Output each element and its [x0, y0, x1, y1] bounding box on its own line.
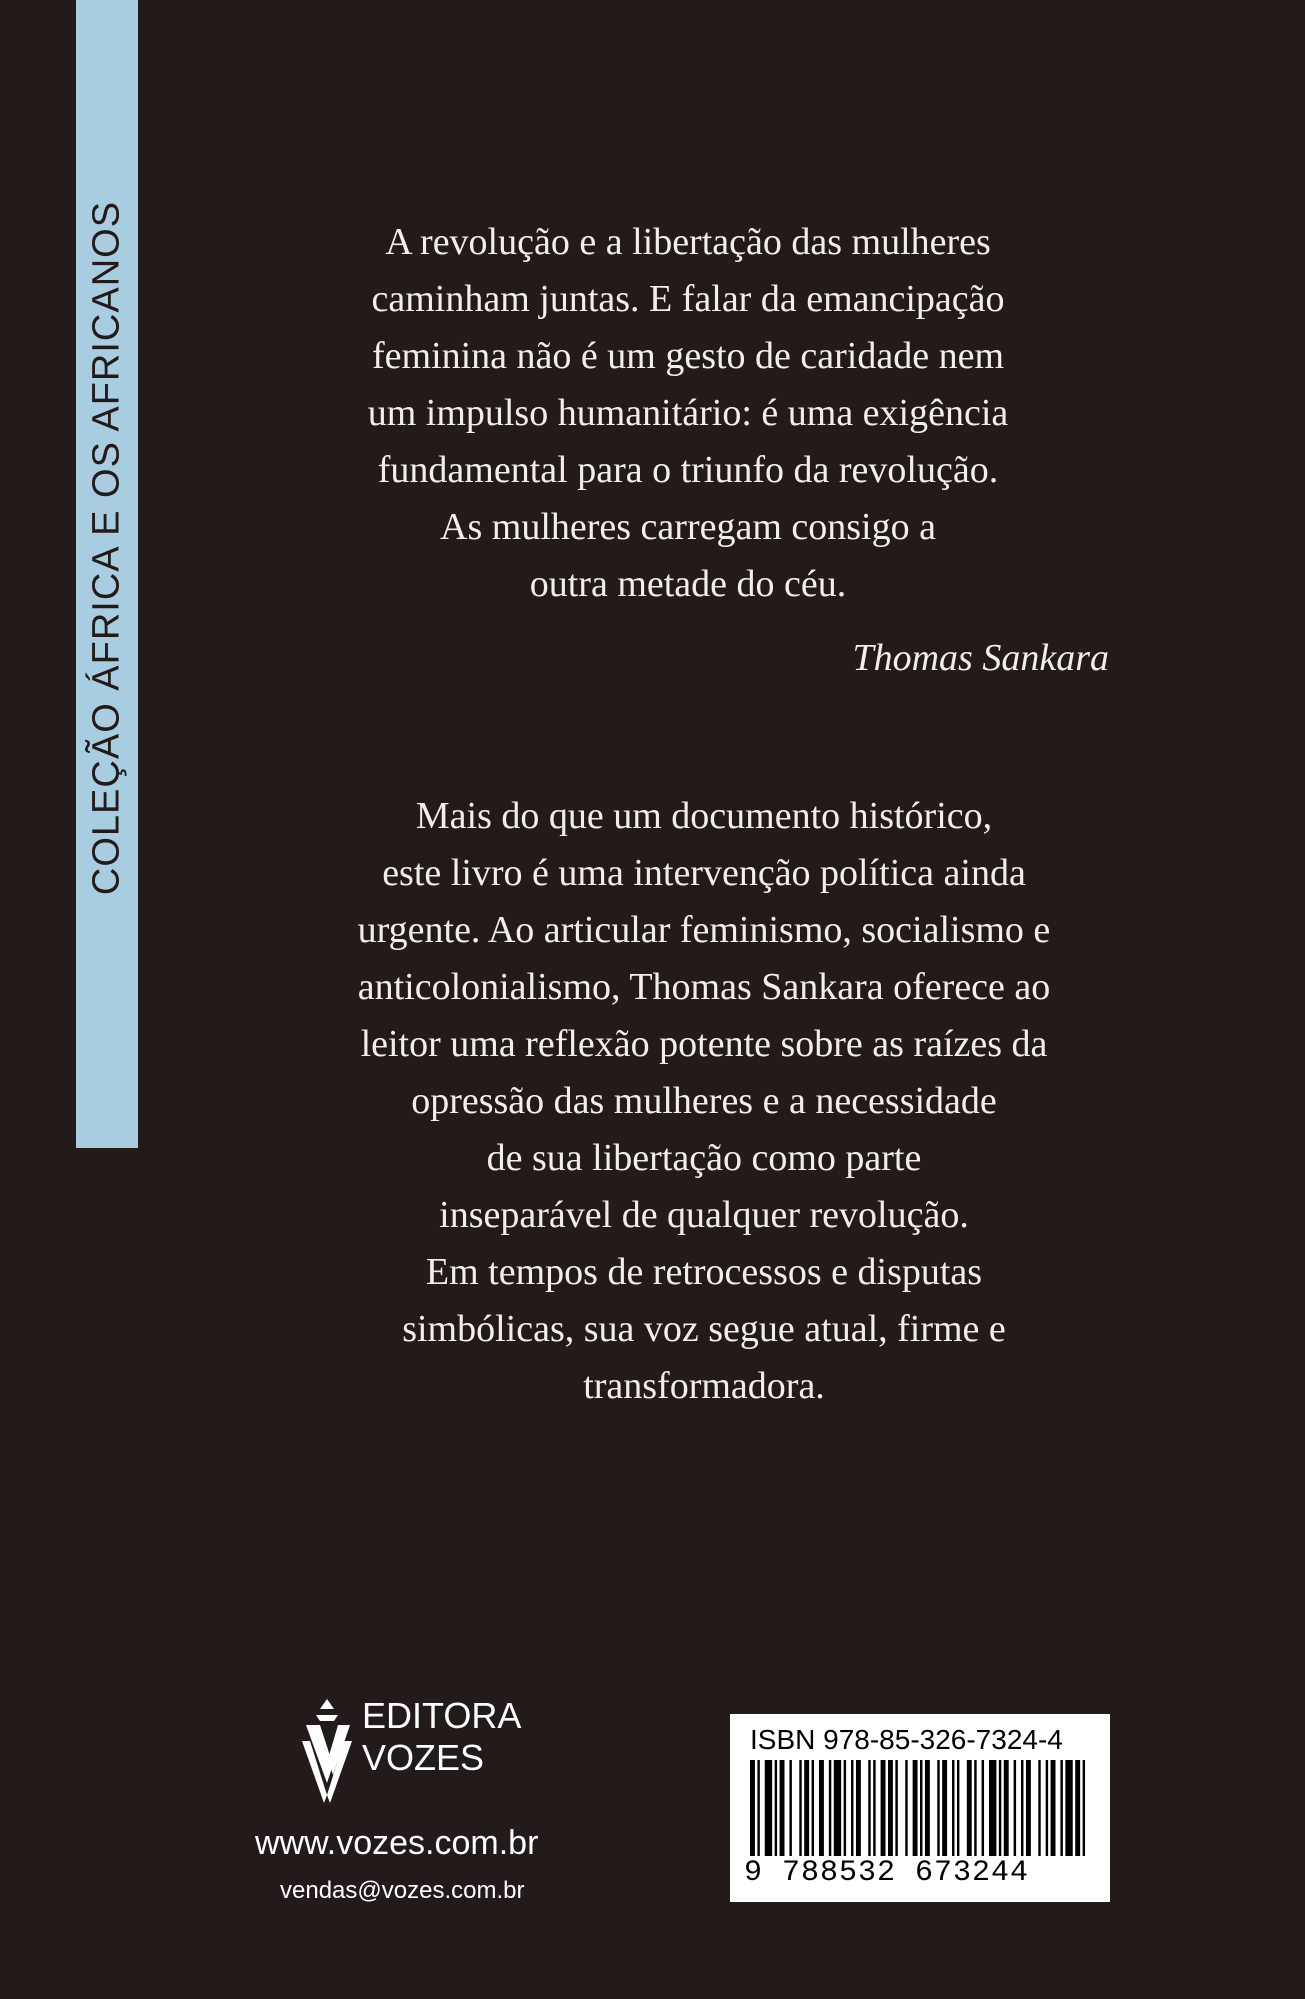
barcode-bars: [750, 1760, 1090, 1856]
blurb-line: leitor uma reflexão potente sobre as raízes da: [360, 1023, 1048, 1065]
barcode-bar: [1021, 1760, 1023, 1856]
barcode-bar: [851, 1760, 853, 1856]
barcode-bar: [999, 1760, 1001, 1856]
barcode-bar: [974, 1760, 976, 1856]
barcode-bar: [952, 1760, 954, 1856]
barcode-bar: [881, 1760, 886, 1856]
barcode-bar: [1060, 1760, 1062, 1856]
blurb-line: simbólicas, sua voz segue atual, firme e: [402, 1308, 1006, 1350]
barcode-bar: [989, 1760, 996, 1856]
barcode-bar: [819, 1760, 824, 1856]
blurb-line: este livro é uma intervenção política ainda: [382, 852, 1026, 894]
barcode-bar: [1075, 1760, 1080, 1856]
barcode-bar: [799, 1760, 801, 1856]
barcode-bar: [844, 1760, 846, 1856]
barcode-bar: [829, 1760, 831, 1856]
quote-line: um impulso humanitário: é uma exigência: [367, 392, 1009, 434]
publisher-website[interactable]: www.vozes.com.br: [255, 1824, 539, 1862]
barcode-bar: [888, 1760, 893, 1856]
publisher-name-line1: EDITORA: [362, 1695, 522, 1736]
barcode-bar: [834, 1760, 841, 1856]
barcode-bar: [868, 1760, 870, 1856]
barcode-bar: [957, 1760, 959, 1856]
quote-line: feminina não é um gesto de caridade nem: [371, 335, 1005, 377]
blurb-line: Em tempos de retrocessos e disputas: [425, 1251, 983, 1293]
blurb-line: Mais do que um documento histórico,: [415, 795, 993, 837]
blurb-line: urgente. Ao articular feminismo, socialismo e: [357, 909, 1051, 951]
quote-author: Thomas Sankara: [852, 637, 1109, 679]
barcode-bar: [789, 1760, 791, 1856]
barcode-digits: 9 788532 673244: [744, 1856, 1030, 1890]
barcode-bar: [1026, 1760, 1031, 1856]
book-blurb: [280, 788, 1128, 1415]
blurb-line: opressão das mulheres e a necessidade: [411, 1080, 997, 1122]
barcode-bar: [982, 1760, 984, 1856]
barcode-bar: [1046, 1760, 1048, 1856]
blurb-line: inseparável de qualquer revolução.: [439, 1194, 969, 1236]
barcode-bar: [1051, 1760, 1056, 1856]
barcode-bar: [775, 1760, 777, 1856]
vozes-v-logo-icon: [298, 1697, 356, 1803]
barcode-bar: [895, 1760, 897, 1856]
blurb-line: transformadora.: [583, 1365, 825, 1407]
barcode-bar: [967, 1760, 972, 1856]
barcode-bar: [1065, 1760, 1072, 1856]
barcode-bar: [873, 1760, 875, 1856]
barcode-bar: [750, 1760, 755, 1856]
barcode-bar: [942, 1760, 947, 1856]
barcode-bar: [856, 1760, 861, 1856]
isbn-label: ISBN 978-85-326-7324-4: [750, 1724, 1063, 1755]
barcode-bar: [1083, 1760, 1085, 1856]
quote-line: outra metade do céu.: [529, 563, 847, 605]
quote-line: As mulheres carregam consigo a: [440, 506, 936, 548]
quote-block: [250, 214, 1126, 613]
barcode-bar: [1038, 1760, 1040, 1856]
barcode-bar: [913, 1760, 918, 1856]
barcode-bar: [765, 1760, 772, 1856]
barcode-bar: [780, 1760, 785, 1856]
collection-title: COLEÇÃO ÁFRICA E OS AFRICANOS: [85, 200, 128, 896]
quote-line: caminham juntas. E falar da emancipação: [371, 278, 1005, 320]
quote-line: fundamental para o triunfo da revolução.: [377, 449, 999, 491]
barcode-bar: [925, 1760, 930, 1856]
publisher-logo-block: [250, 1695, 570, 1845]
publisher-email[interactable]: vendas@vozes.com.br: [280, 1877, 525, 1904]
isbn-barcode: [730, 1714, 1110, 1902]
publisher-name: [362, 1695, 521, 1779]
barcode-bar: [757, 1760, 759, 1856]
barcode-bar: [1014, 1760, 1016, 1856]
quote-line: A revolução e a libertação das mulheres: [385, 221, 991, 263]
blurb-line: de sua libertação como parte: [486, 1137, 922, 1179]
barcode-bar: [812, 1760, 814, 1856]
barcode-bar: [1004, 1760, 1009, 1856]
blurb-line: anticolonialismo, Thomas Sankara oferece ao: [357, 966, 1051, 1008]
barcode-bar: [905, 1760, 907, 1856]
publisher-name-line2: VOZES: [362, 1737, 485, 1778]
barcode-bar: [937, 1760, 939, 1856]
barcode-bar: [920, 1760, 922, 1856]
barcode-bar: [804, 1760, 809, 1856]
